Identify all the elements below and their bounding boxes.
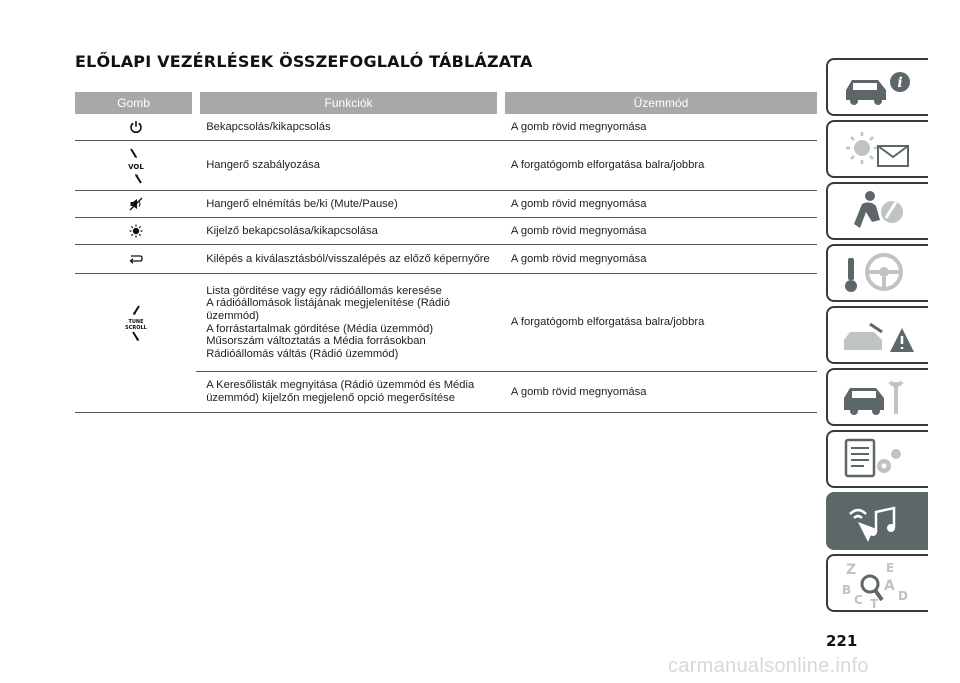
index-letter-c: C [854,593,863,607]
multimedia-icon [840,498,920,546]
function-cell: Kijelző bekapcsolása/kikapcsolása [196,218,501,245]
function-line: üzemmód) kijelzőn megjelenő opció megerősítése [206,392,455,404]
function-line: üzemmód) [206,309,260,322]
display-icon [129,224,143,238]
page-title: ELŐLAPI VEZÉRLÉSEK ÖSSZEFOGLALÓ TÁBLÁZATA [75,52,533,71]
index-letter-z: Z [846,562,857,578]
mode-cell: A gomb rövid megnyomása [501,245,817,274]
index-letter-t: T [870,597,879,608]
button-cell [75,191,196,218]
svg-text:i: i [897,75,903,91]
table-row [75,218,817,245]
function-line: Műsorszám változtatás a Média forrásokban [206,335,426,348]
function-cell: Hangerő elnémítás be/ki (Mute/Pause) [196,191,501,218]
tab-multimedia[interactable] [826,492,928,550]
scroll-label: SCROLL [124,324,147,331]
table-row [75,372,817,413]
index-letter-a: A [884,578,895,594]
function-line: A forrástartalmak görditése (Média üzemmód) [206,322,434,335]
key-steering-icon [840,250,920,298]
emergency-icon [840,312,920,360]
function-cell [196,274,501,372]
header-uzemmod: Üzemmód [501,92,817,114]
tab-car-info[interactable] [826,58,928,116]
tune-scroll-knob-icon [121,303,151,343]
maintenance-icon [840,374,920,422]
mode-cell: A forgatógomb elforgatása balra/jobbra [501,274,817,372]
index-letter-b: B [842,583,852,597]
header-gomb: Gomb [75,92,196,114]
function-cell [196,372,501,413]
safety-airbag-icon [840,188,920,236]
mode-cell: A gomb rövid megnyomása [501,191,817,218]
function-line: A rádióállomások listájának megjelenítése (Rádió [206,297,450,310]
power-icon [129,120,143,134]
table-row [75,245,817,274]
tab-index[interactable] [826,554,928,612]
controls-table [75,92,817,413]
index-letter-d: D [898,589,908,603]
warning-lights-icon [840,126,920,174]
mode-cell: A gomb rövid megnyomása [501,114,817,141]
technical-data-icon [840,436,920,484]
table-header-row [75,92,817,114]
vol-label: VOL [127,162,144,171]
page-number: 221 [826,632,858,650]
tab-key-steering[interactable] [826,244,928,302]
back-icon [129,253,143,265]
button-cell [75,274,196,372]
mode-cell: A forgatógomb elforgatása balra/jobbra [501,141,817,191]
tune-label: TUNE [128,318,144,325]
volume-knob-icon [121,146,151,186]
button-cell [75,114,196,141]
tab-emergency[interactable] [826,306,928,364]
tab-warning-lights[interactable] [826,120,928,178]
car-info-icon [840,64,920,112]
mode-cell: A gomb rövid megnyomása [501,372,817,413]
table-row [75,274,817,372]
button-cell [75,245,196,274]
table-row [75,191,817,218]
function-cell: Hangerő szabályozása [196,141,501,191]
index-letter-e: E [886,561,895,575]
button-cell [75,372,196,413]
mute-icon [129,197,143,211]
tab-technical-data[interactable] [826,430,928,488]
header-funkciok: Funkciók [196,92,501,114]
table-row [75,114,817,141]
function-cell: Bekapcsolás/kikapcsolás [196,114,501,141]
function-cell: Kilépés a kiválasztásból/visszalépés az előző képernyőre [196,245,501,274]
index-icon [840,560,920,608]
tab-safety[interactable] [826,182,928,240]
footer-watermark: carmanualsonline.info [668,655,869,677]
button-cell [75,141,196,191]
table-row [75,141,817,191]
function-line: Lista görditése vagy egy rádióállomás keresése [206,284,442,297]
function-line: A Keresőlisták megnyitása (Rádió üzemmód és Média [206,379,475,392]
mode-cell: A gomb rövid megnyomása [501,218,817,245]
tab-maintenance[interactable] [826,368,928,426]
button-cell [75,218,196,245]
function-line: Rádióállomás váltás (Rádió üzemmód) [206,347,399,360]
